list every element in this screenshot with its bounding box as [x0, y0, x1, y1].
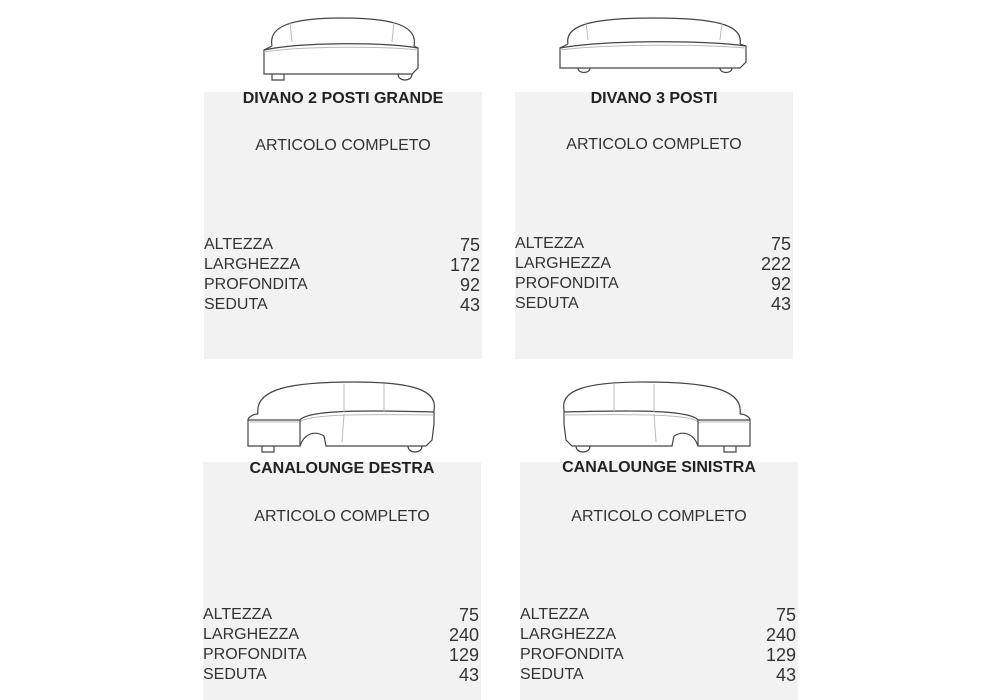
dimension-label: SEDUTA — [204, 296, 268, 313]
dimension-row-altezza — [204, 235, 480, 255]
dimension-row-larghezza — [204, 255, 480, 275]
dimension-label: PROFONDITA — [520, 646, 624, 663]
dimension-row-profondita — [520, 645, 796, 665]
dimension-row-altezza — [515, 234, 791, 254]
product-title: CANALOUNGE SINISTRA — [562, 459, 756, 476]
dimension-row-seduta — [204, 295, 480, 315]
sofa-2-seat-drawing-icon — [262, 16, 424, 84]
dimension-value: 75 — [775, 605, 796, 625]
dimension-value: 43 — [775, 665, 796, 685]
dimensions-list — [204, 235, 480, 315]
dimension-label: SEDUTA — [203, 666, 267, 683]
dimension-row-larghezza — [203, 625, 479, 645]
dimension-value: 240 — [765, 625, 796, 645]
product-title: DIVANO 3 POSTI — [590, 90, 718, 107]
dimension-label: SEDUTA — [520, 666, 584, 683]
dimension-row-profondita — [515, 274, 791, 294]
dimensions-list — [520, 605, 796, 685]
dimension-label: SEDUTA — [515, 295, 579, 312]
dimension-value: 43 — [770, 294, 791, 314]
dimension-label: PROFONDITA — [204, 276, 308, 293]
dimension-label: LARGHEZZA — [204, 256, 301, 273]
product-title: DIVANO 2 POSTI GRANDE — [242, 90, 444, 107]
dimension-row-larghezza — [515, 254, 791, 274]
dimensions-list — [203, 605, 479, 685]
dimension-row-seduta — [515, 294, 791, 314]
dimension-value: 129 — [765, 645, 796, 665]
dimension-value: 222 — [760, 254, 791, 274]
dimension-row-seduta — [203, 665, 479, 685]
dimension-row-profondita — [204, 275, 480, 295]
dimension-value: 92 — [459, 275, 480, 295]
product-subtitle: ARTICOLO COMPLETO — [566, 136, 742, 153]
chaise-lounge-right-drawing-icon — [244, 380, 440, 456]
product-subtitle: ARTICOLO COMPLETO — [255, 137, 431, 154]
product-title: CANALOUNGE DESTRA — [249, 460, 435, 477]
dimension-value: 43 — [459, 295, 480, 315]
dimension-label: LARGHEZZA — [515, 255, 612, 272]
dimension-value: 129 — [448, 645, 479, 665]
dimension-value: 92 — [770, 274, 791, 294]
dimension-label: PROFONDITA — [203, 646, 307, 663]
dimension-row-profondita — [203, 645, 479, 665]
dimension-value: 240 — [448, 625, 479, 645]
dimension-value: 75 — [458, 605, 479, 625]
dimensions-list — [515, 234, 791, 314]
sofa-3-seat-drawing-icon — [556, 16, 752, 76]
dimension-row-altezza — [520, 605, 796, 625]
product-subtitle: ARTICOLO COMPLETO — [571, 508, 747, 525]
dimension-value: 75 — [459, 235, 480, 255]
dimension-row-seduta — [520, 665, 796, 685]
product-panel — [515, 92, 793, 359]
dimension-row-altezza — [203, 605, 479, 625]
dimension-value: 75 — [770, 234, 791, 254]
product-subtitle: ARTICOLO COMPLETO — [254, 508, 430, 525]
dimension-label: ALTEZZA — [515, 235, 585, 252]
dimension-label: ALTEZZA — [203, 606, 273, 623]
dimension-row-larghezza — [520, 625, 796, 645]
dimension-label: LARGHEZZA — [520, 626, 617, 643]
dimension-label: PROFONDITA — [515, 275, 619, 292]
dimension-value: 172 — [449, 255, 480, 275]
dimension-label: LARGHEZZA — [203, 626, 300, 643]
product-panel — [204, 92, 482, 359]
dimension-label: ALTEZZA — [520, 606, 590, 623]
dimension-value: 43 — [458, 665, 479, 685]
chaise-lounge-left-drawing-icon — [558, 380, 754, 456]
dimension-label: ALTEZZA — [204, 236, 274, 253]
